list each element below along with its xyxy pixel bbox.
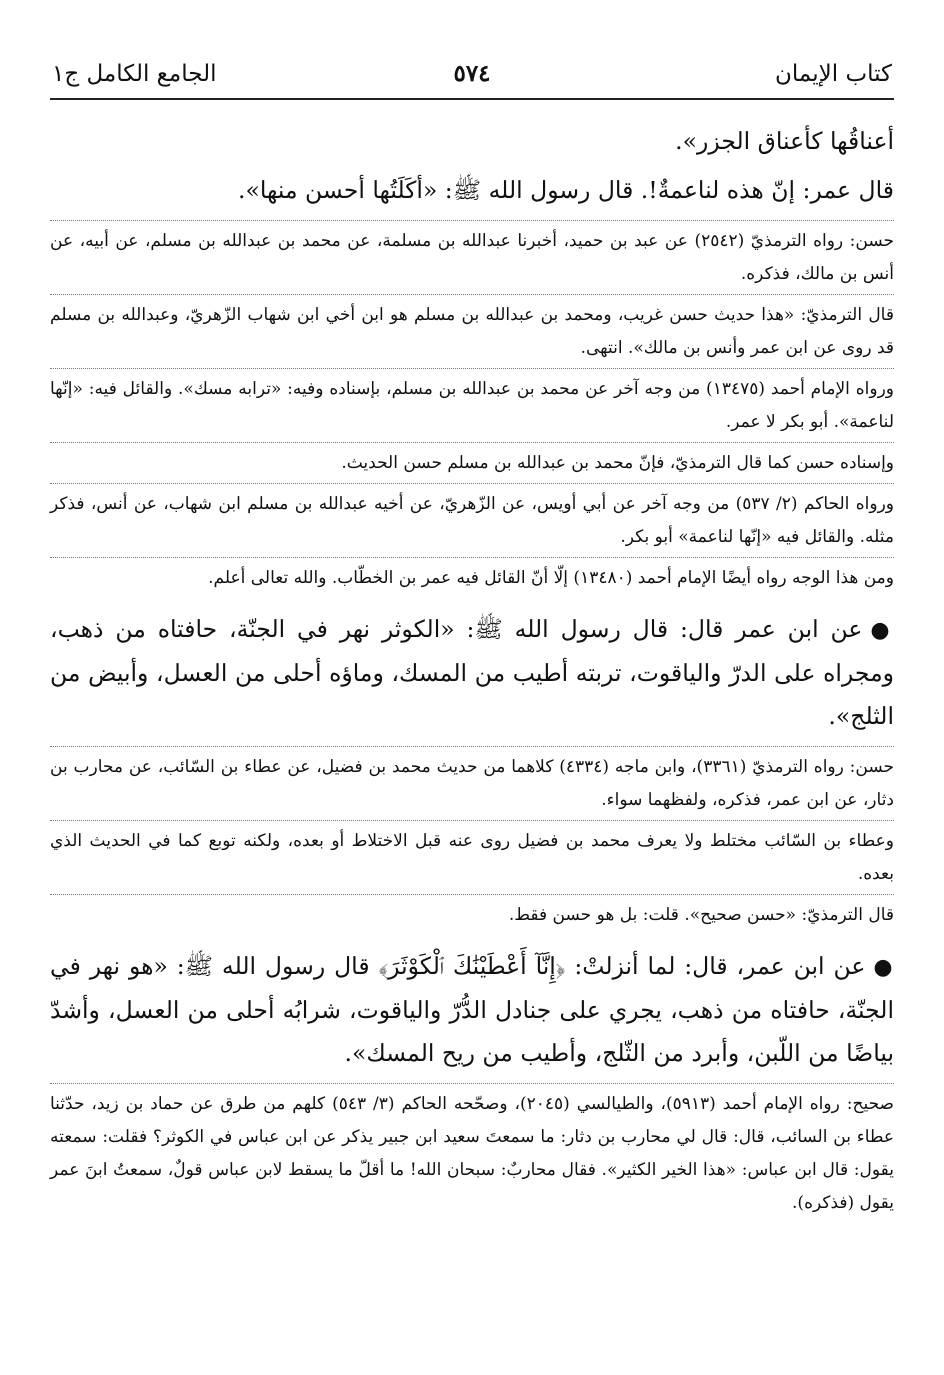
bullet-marker: ●	[873, 955, 894, 980]
body-paragraph: أعناقُها كأعناق الجزر».	[675, 127, 894, 155]
hadith-text: عن ابن عمر قال: قال رسول الله ﷺ: «الكوثر نهر في الجنّة، حافتاه من ذهب، ومجراه على الدرّ والياقوت، تربته أطيب من المسك، وماؤه أحلى من العسل، وأبيض من الثلج».	[50, 615, 894, 730]
running-header	[50, 58, 894, 100]
book-title: كتاب الإيمان	[775, 61, 892, 87]
note-paragraph: ورواه الحاكم (٢/ ٥٣٧) من وجه آخر عن أبي أويس، عن الزّهريّ، عن أخيه عبدالله بن مسلم ابن شهاب، عن أنس، فذكر مثله. والقائل فيه «إنّها لناعمة» أبو بكر.	[50, 483, 894, 557]
hadith-paragraph	[50, 945, 894, 1075]
body-paragraph: قال عمر: إنّ هذه لناعمةٌ!. قال رسول الله ﷺ: «أكَلَتُها أحسن منها».	[238, 176, 894, 204]
page-content	[50, 120, 894, 1223]
note-paragraph: ورواه الإمام أحمد (١٣٤٧٥) من وجه آخر عن محمد بن عبدالله بن مسلم، بإسناده وفيه: «ترابه مسك». والقائل فيه: «إنّها لناعمة». أبو بكر لا عمر.	[50, 368, 894, 442]
note-paragraph: حسن: رواه الترمذيّ (٢٥٤٢) عن عبد بن حميد، أخبرنا عبدالله بن مسلمة، عن محمد بن عبدالله بن مسلم، عن أبيه، عن أنس بن مالك، فذكره.	[50, 220, 894, 294]
note-paragraph: ومن هذا الوجه رواه أيضًا الإمام أحمد (١٣٤٨٠) إلّا أنّ القائل فيه عمر بن الخطّاب. والله تعالى أعلم.	[50, 557, 894, 598]
page-number: ٥٧٤	[453, 60, 491, 87]
hadith-text: عن ابن عمر، قال: لما أنزلتْ: ﴿إِنَّآ أَعْطَيْنَٰكَ ٱلْكَوْثَرَ﴾ قال رسول الله ﷺ: «هو نهر في الجنّة، حافتاه من ذهب، يجري على جنادل الدُّرّ والياقوت، شرابُه أحلى من العسل، وأشدّ بياضًا من اللّبن، وأبرد من الثّلج، وأطيب من ريح المسك».	[50, 952, 894, 1067]
note-paragraph: صحيح: رواه الإمام أحمد (٥٩١٣)، والطيالسي (٢٠٤٥)، وصحّحه الحاكم (٣/ ٥٤٣) كلهم من طرق عن حماد بن زيد، حدّثنا عطاء بن السائب، قال: قال لي محارب بن دثار: ما سمعتَ سعيد ابن جبير يذكر عن ابن عباس في الكوثر؟ فقلت: سمعته يقول: قال ابن عباس: «هذا الخير الكثير». فقال محاربٌ: سبحان الله! ما أقلّ ما يسقط لابن عباس قولٌ، سمعتُ ابنَ عمر يقول (فذكره).	[50, 1083, 894, 1223]
note-paragraph: حسن: رواه الترمذيّ (٣٣٦١)، وابن ماجه (٤٣٣٤) كلاهما من حديث محمد بن فضيل، عن عطاء بن السّائب، عن محارب بن دثار، عن ابن عمر، فذكره، ولفظهما سواء.	[50, 746, 894, 820]
note-paragraph: قال الترمذيّ: «حسن صحيح». قلت: بل هو حسن فقط.	[50, 894, 894, 935]
bullet-marker: ●	[870, 618, 895, 643]
note-paragraph: وعطاء بن السّائب مختلط ولا يعرف محمد بن فضيل روى عنه قبل الاختلاط أو بعده، ولكنه توبع كما في الحديث الذي بعده.	[50, 820, 894, 894]
book-page	[50, 0, 894, 1375]
note-paragraph: وإسناده حسن كما قال الترمذيّ، فإنّ محمد بن عبدالله بن مسلم حسن الحديث.	[50, 442, 894, 483]
hadith-paragraph	[50, 608, 894, 738]
series-title: الجامع الكامل ج١	[52, 61, 217, 87]
note-paragraph: قال الترمذيّ: «هذا حديث حسن غريب، ومحمد بن عبدالله بن مسلم هو ابن أخي ابن شهاب الزّهريّ، وعبدالله بن مسلم قد روى عن ابن عمر وأنس بن مالك». انتهى.	[50, 294, 894, 368]
